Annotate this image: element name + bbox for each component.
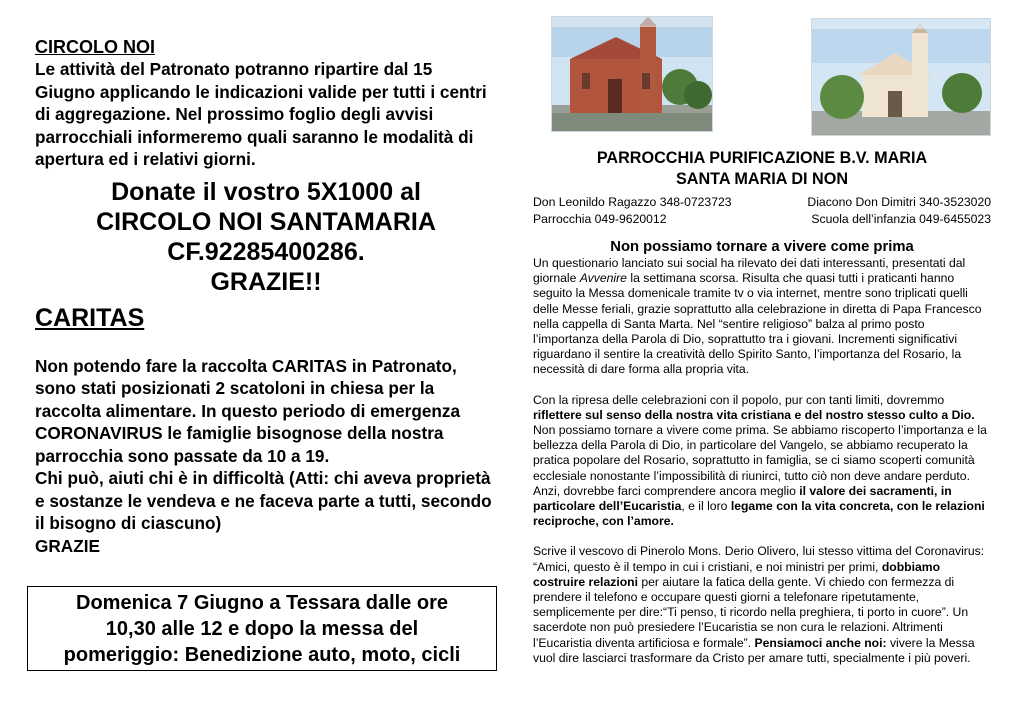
bold-run: riflettere sul senso della nostra vita cristiana e del nostro stesso culto a Dio. (533, 407, 975, 422)
donate-line: CIRCOLO NOI SANTAMARIA (96, 207, 436, 236)
parish-name: PARROCCHIA PURIFICAZIONE B.V. MARIA (596, 149, 928, 167)
donate-line: CF.92285400286. (167, 237, 365, 266)
donate-line: GRAZIE!! (210, 267, 322, 296)
left-column (35, 36, 497, 557)
domenica-line: 10,30 alle 12 e dopo la messa del (105, 618, 419, 640)
text-run: la settimana scorsa. Risulta che quasi tutti i praticanti hanno seguito la Messa domenicale tramite tv o via internet, mentre sono triplicati quelli delle Messe feriali, grazie soprattutto alla celebrazione in diretta di Papa Francesco nella cappella di Santa Marta. Nel “sentire religioso” balza al primo posto l’importanza della Parola di Dio, soprattutto tra i giovani. Incrementi significativi riguardano il sentire la creatività dello Spirito Santo, l’importanza del Rosario, la necessità di dare forma alla propria vita. (533, 271, 982, 377)
circolo-heading: CIRCOLO NOI (35, 37, 155, 57)
contact-parrocchia: Parrocchia 049-9620012 (533, 212, 667, 226)
bold-run: dobbiamo costruire relazioni (533, 559, 941, 589)
text-run: Non possiamo tornare a vivere come prima. Se abbiamo riscoperto l’importanza e la bellezza della Parola di Dio, in particolare del Vangelo, se abbiamo recuperato la pratica popolare del Rosario, soprattutto in famiglia, se ci siamo scoperti comunità ecclesiale nonostante l’impossibilità di riunirci, tutto ciò non deve andare perduto. Anzi, dovrebbe farci comprendere ancora meglio (533, 423, 987, 498)
domenica-line: Domenica 7 Giugno a Tessara dalle ore (76, 592, 448, 614)
contact-row (533, 194, 991, 211)
bold-run: legame con la vita concreta, con le relazioni reciproche, con l’amore. (533, 499, 985, 529)
contact-row (533, 211, 991, 228)
church-photo-right (811, 18, 991, 136)
bold-run: il valore dei sacramenti, in particolare dell’Eucaristia (533, 483, 952, 514)
parish-location: SANTA MARIA DI NON (675, 170, 849, 188)
church-photos (533, 14, 991, 136)
caritas-quote: Chi può, aiuti chi è in difficoltà (Atti: chi aveva proprietà e sostanze le vendeva e ne faceva parte a tutti, secondo il bisogno di ciascuno) (35, 468, 492, 533)
caritas-text: Non potendo fare la raccolta CARITAS in Patronato, sono stati posizionati 2 scatoloni in chiesa per la raccolta alimentare. In questo periodo di emergenza CORONAVIRUS le famiglie bisognose della nostra parrocchia sono passate da 10 a 19. (35, 355, 461, 466)
text-run: per aiutare la fatica della gente. Vi chiedo con fermezza di prendere il telefono e occupare questi giorni a telefonare ripetutamente, semplicemente per dire:“Ti penso, ti ricordo nella preghiera, ti porto in cuore”. Un sacerdote non può presiedere l’Eucaristia se non cura le relazioni. Altrimenti l’Eucaristia diventa artificiosa e formale”. (533, 574, 969, 650)
domenica-announcement-box (27, 586, 497, 671)
donate-line: Donate il vostro 5X1000 al (111, 177, 421, 206)
text-run: Con la ripresa delle celebrazioni con il popolo, pur con tanti limiti, dovremmo (533, 392, 945, 407)
contact-dimitri: Diacono Don Dimitri 340-3523020 (807, 195, 991, 209)
bold-run: Pensiamoci anche noi: (754, 635, 887, 650)
contact-leonildo: Don Leonildo Ragazzo 348-0723723 (533, 195, 732, 209)
article-paragraph-2 (533, 393, 991, 530)
text-run: Un questionario lanciato sui social ha rilevato dei dati interessanti, presentati dal giornale (533, 256, 966, 286)
article-paragraph-1 (533, 256, 991, 378)
article-title: Non possiamo tornare a vivere come prima (610, 239, 914, 255)
text-run: vivere la Messa vuol dire lasciarci trasformare da Cristo per amare tutti, specialmente i più poveri. (533, 635, 975, 665)
text-run: , e il loro (681, 499, 731, 514)
domenica-line: pomeriggio: Benedizione auto, moto, cicli (63, 644, 461, 666)
contact-scuola: Scuola dell’infanzia 049-6455023 (811, 212, 991, 226)
parish-title (533, 148, 991, 190)
text-run: Scrive il vescovo di Pinerolo Mons. Derio Olivero, lui stesso vittima del Coronavirus: “Amici, questo è il tempo in cui i cristiani, e noi ministri per primi, (533, 544, 985, 574)
caritas-body (35, 355, 497, 558)
circolo-body: Le attività del Patronato potranno ripartire dal 15 Giugno applicando le indicazioni valide per tutti i centri di aggregazione. Nel prossimo foglio degli avvisi parrocchiali informeremo quali saranno le modalità di apertura ed i relativi giorni. (35, 59, 487, 169)
caritas-thanks: GRAZIE (35, 535, 100, 556)
article-paragraph-3 (533, 544, 991, 666)
donate-5x1000-block (35, 177, 497, 297)
contacts (533, 194, 991, 228)
caritas-heading: CARITAS (35, 303, 145, 332)
right-column (533, 14, 991, 666)
italic-run: Avvenire (579, 271, 627, 286)
